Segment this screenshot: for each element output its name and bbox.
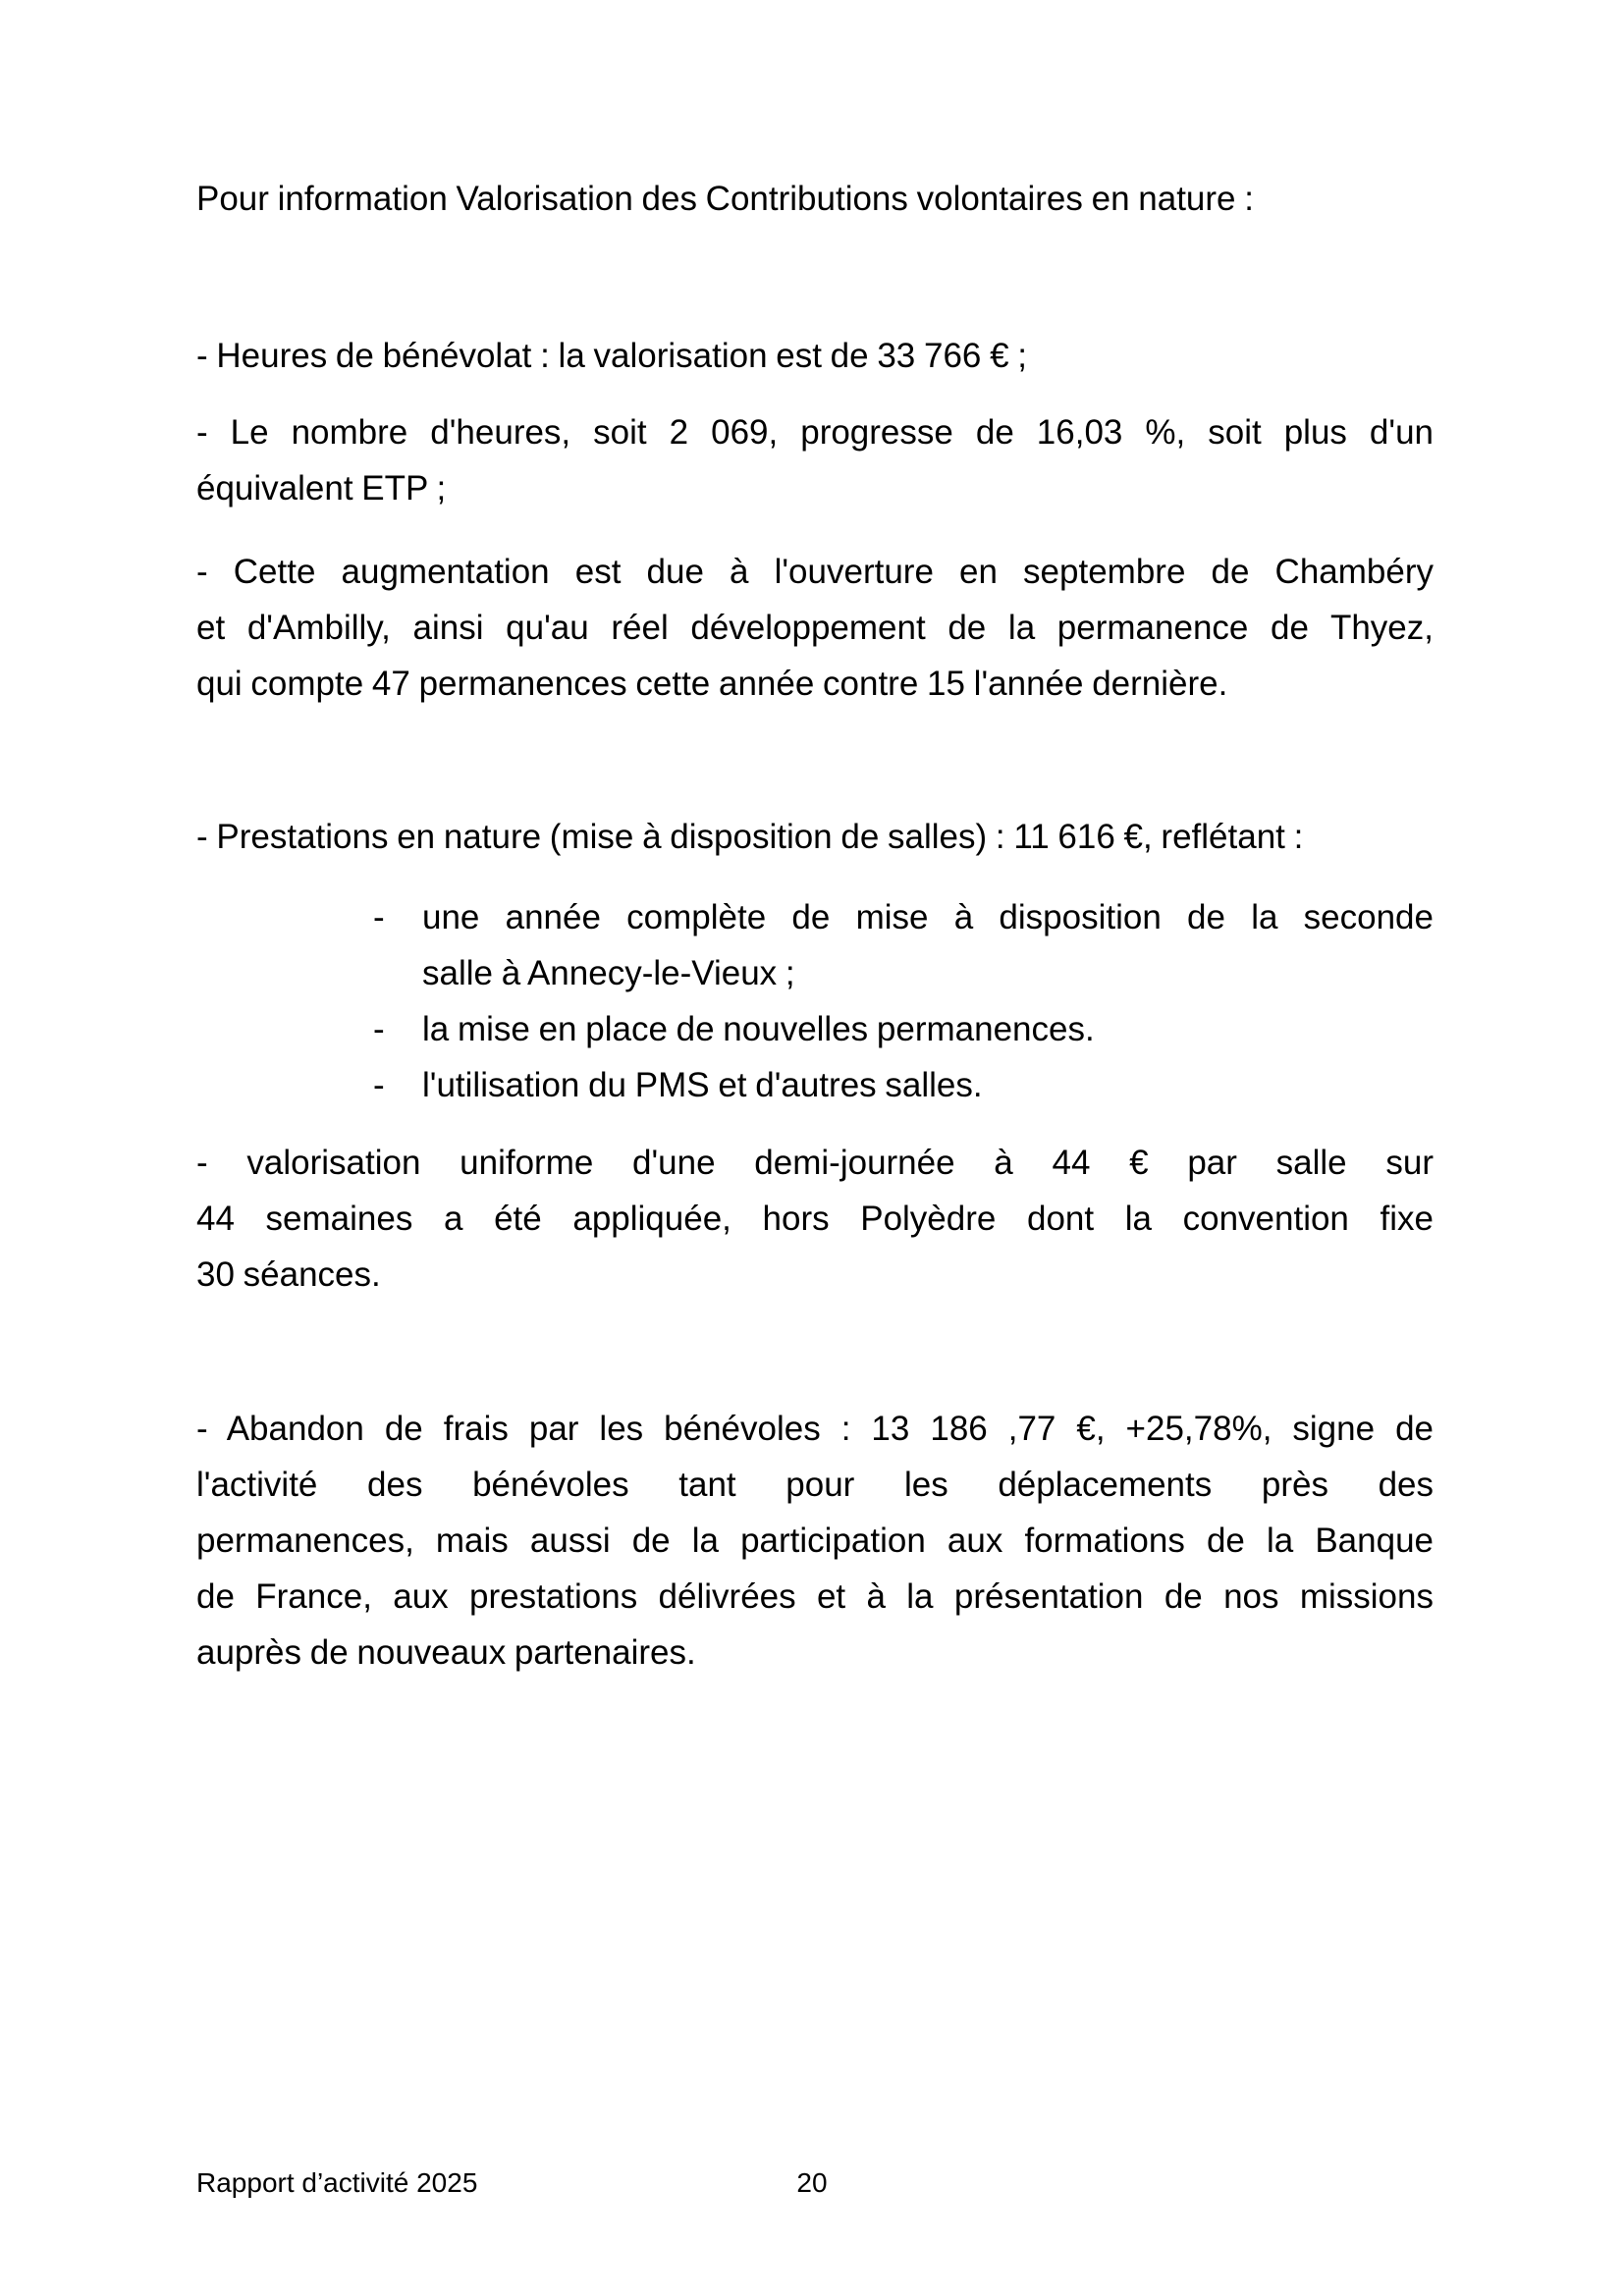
paragraph-line: permanences, mais aussi de la participation aux formations de la Banque <box>196 1522 1434 1560</box>
paragraph-line: auprès de nouveaux partenaires. <box>196 1633 696 1672</box>
list-dash: - <box>373 1066 385 1104</box>
paragraph-line: qui compte 47 permanences cette année contre 15 l'année dernière. <box>196 665 1228 703</box>
list-item <box>196 1001 1434 1057</box>
paragraph-line: - Cette augmentation est due à l'ouverture en septembre de Chambéry <box>196 553 1434 591</box>
sub-bullet-list <box>196 889 1434 1113</box>
paragraph-line: - Prestations en nature (mise à disposition de salles) : 11 616 €, reflétant : <box>196 818 1304 856</box>
page-body <box>196 171 1434 1681</box>
paragraph-line: Pour information Valorisation des Contributions volontaires en nature : <box>196 180 1254 218</box>
paragraph-line: de France, aux prestations délivrées et à la présentation de nos missions <box>196 1577 1434 1616</box>
paragraph-prestations <box>196 809 1434 865</box>
list-item-line: l'utilisation du PMS et d'autres salles. <box>422 1066 983 1104</box>
paragraph-nombre-heures <box>196 404 1434 516</box>
paragraph-line: - Heures de bénévolat : la valorisation est de 33 766 € ; <box>196 337 1028 375</box>
list-item-line: la mise en place de nouvelles permanences. <box>422 1010 1095 1048</box>
list-item-line: une année complète de mise à disposition de la seconde <box>422 898 1434 936</box>
list-item <box>196 889 1434 1001</box>
list-dash: - <box>373 898 385 936</box>
footer-document-title: Rapport d’activité 2025 <box>196 2167 478 2198</box>
paragraph-heures-benevolat <box>196 328 1434 384</box>
paragraph-line: - valorisation uniforme d'une demi-journée à 44 € par salle sur <box>196 1144 1434 1182</box>
list-dash: - <box>373 1010 385 1048</box>
paragraph-augmentation <box>196 544 1434 712</box>
list-item-line: salle à Annecy-le-Vieux ; <box>422 954 795 992</box>
paragraph-intro <box>196 171 1434 227</box>
paragraph-line: - Abandon de frais par les bénévoles : 13 186 ,77 €, +25,78%, signe de <box>196 1410 1434 1448</box>
paragraph-valorisation-uniforme <box>196 1135 1434 1303</box>
paragraph-line: 30 séances. <box>196 1255 381 1294</box>
paragraph-line: - Le nombre d'heures, soit 2 069, progresse de 16,03 %, soit plus d'un <box>196 413 1434 452</box>
paragraph-line: équivalent ETP ; <box>196 469 447 507</box>
paragraph-line: 44 semaines a été appliquée, hors Polyèdre dont la convention fixe <box>196 1200 1434 1238</box>
footer-page-number: 20 <box>796 2167 828 2198</box>
list-item <box>196 1057 1434 1113</box>
paragraph-abandon-frais <box>196 1401 1434 1681</box>
paragraph-line: l'activité des bénévoles tant pour les déplacements près des <box>196 1466 1434 1504</box>
paragraph-line: et d'Ambilly, ainsi qu'au réel développement de la permanence de Thyez, <box>196 609 1434 647</box>
